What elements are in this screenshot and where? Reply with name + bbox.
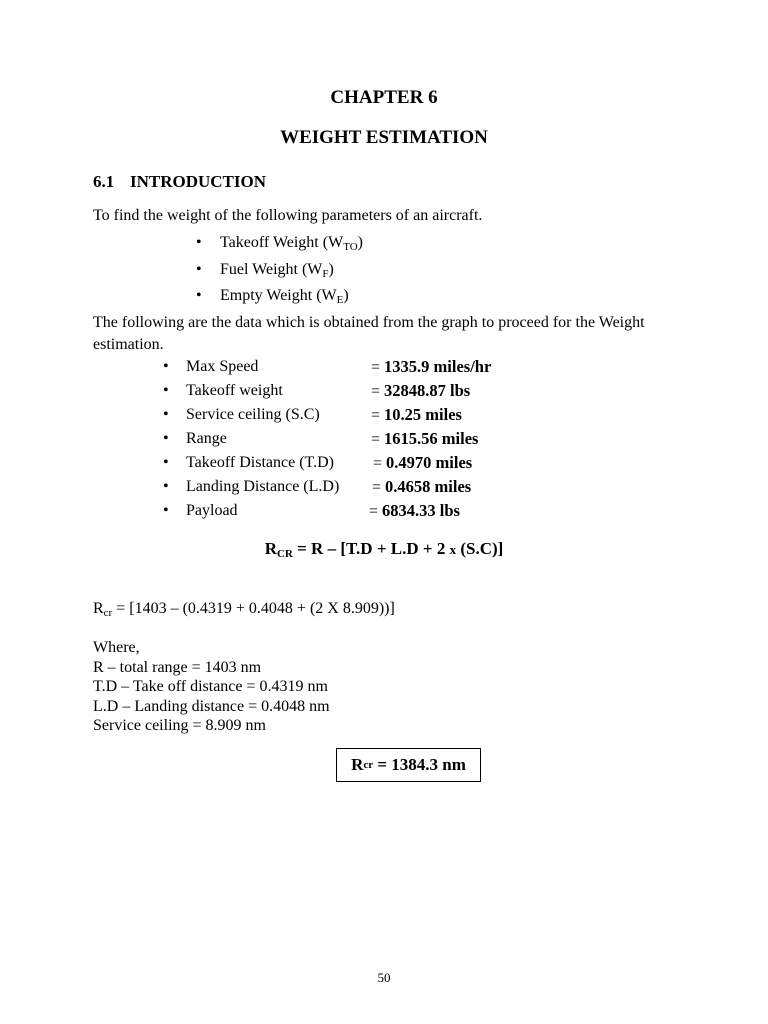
list-item: • Max Speed = 1335.9 miles/hr [163, 357, 339, 381]
chapter-heading: CHAPTER 6 [330, 87, 438, 108]
parameter-list [196, 233, 363, 313]
list-item: • Service ceiling (S.C) = 10.25 miles [163, 405, 339, 429]
calculation-line: $R_{cr} = [1403 - (0.4319 + 0.4048 + (2$ X 8.909))] [93, 600, 395, 619]
where-line: T.D – Take off distance = 0.4319 nm [93, 678, 328, 695]
intro-text: To find the weight of the following parameters of an aircraft. [93, 207, 483, 224]
where-line: L.D – Landing distance = 0.4048 nm [93, 697, 330, 715]
where-heading: Where, [93, 639, 140, 656]
section-heading [93, 172, 266, 192]
list-item: • Landing Distance (L.D) = 0.4658 miles [163, 477, 339, 501]
chapter-title: WEIGHT ESTIMATION [280, 127, 488, 148]
data-list [163, 357, 492, 525]
range-formula: $R_{CR} = R - [T.D + L.D + 2$ x (S.C)] [264, 539, 504, 560]
result-box: R cr = 1384.3 nm [336, 748, 481, 782]
where-block [93, 638, 330, 736]
where-line: R – total range = 1403 nm [93, 658, 262, 676]
list-item: • Payload = 6834.33 lbs [163, 501, 339, 525]
section-number: 6.1 [93, 172, 115, 191]
data-paragraph: The following are the data which is obtained from the graph to proceed for the Weight estimation. [93, 314, 645, 353]
list-item: • Range = 1615.56 miles [163, 429, 339, 453]
list-item: • Takeoff Weight $(W_{TO})$ [196, 233, 363, 260]
list-item: • Fuel Weight $(W_F)$ [196, 260, 363, 287]
section-title: INTRODUCTION [130, 172, 267, 191]
page-number: 50 [377, 970, 391, 985]
list-item: • Empty Weight $(W_E)$ [196, 286, 363, 313]
list-item: • Takeoff weight = 32848.87 lbs [163, 381, 339, 405]
list-item: • Takeoff Distance (T.D) = 0.4970 miles [163, 453, 339, 477]
where-line: Service ceiling = 8.909 nm [93, 717, 266, 734]
